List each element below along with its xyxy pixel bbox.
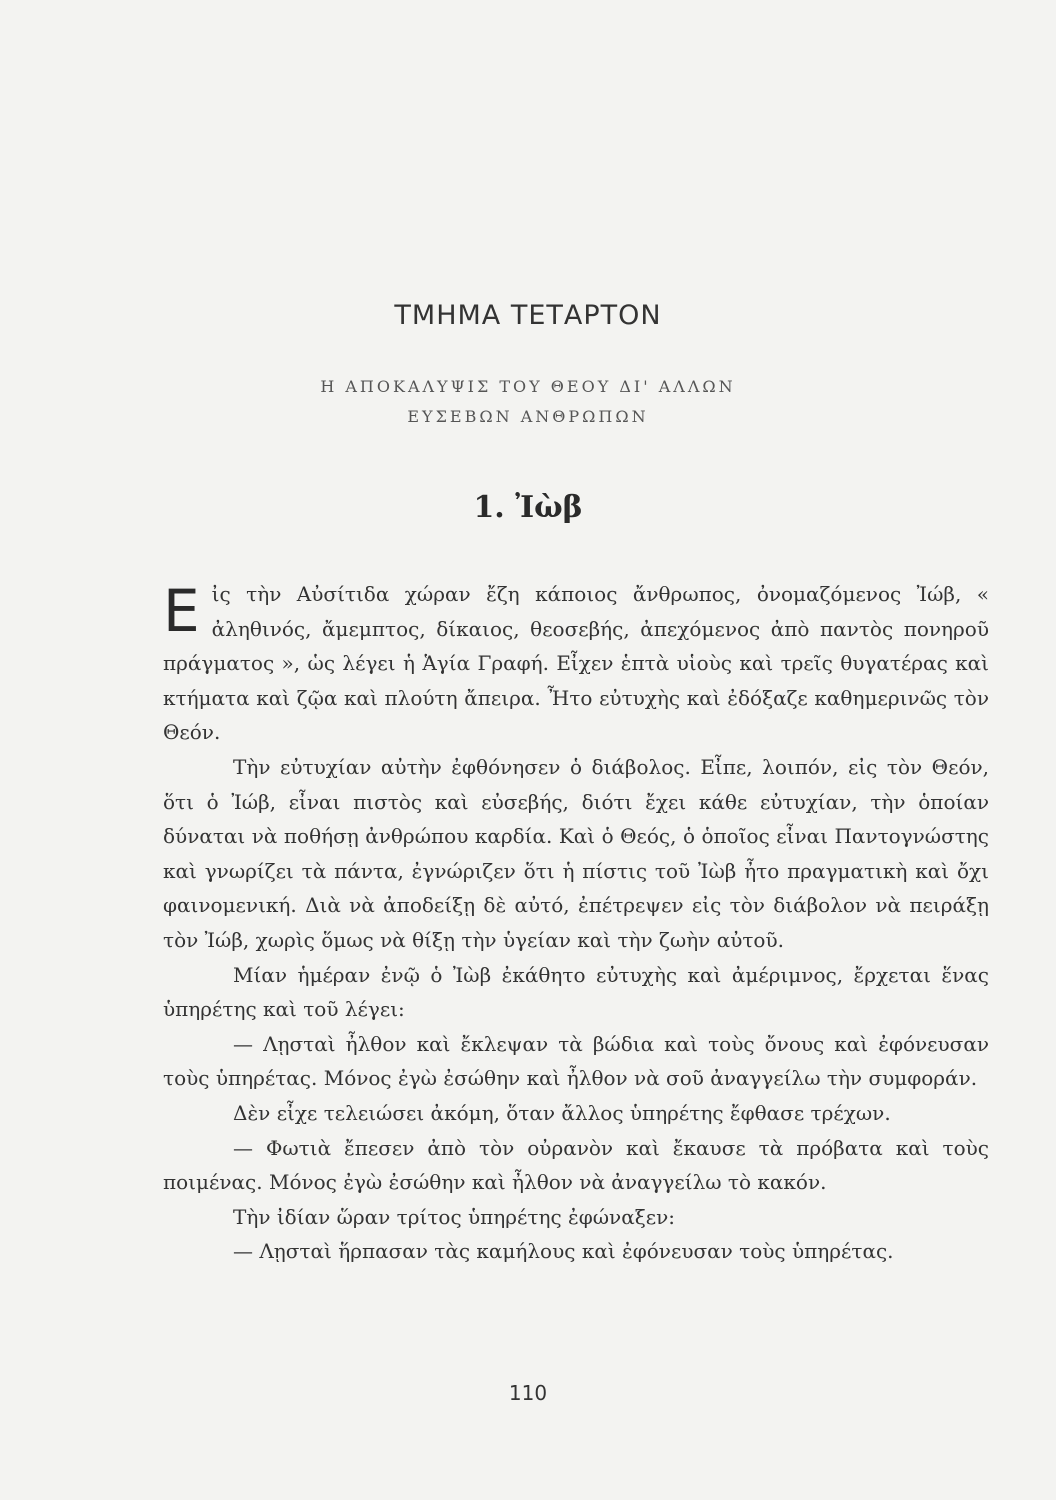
paragraph-7: Τὴν ἰδίαν ὥραν τρίτος ὑπηρέτης ἐφώναξεν:	[233, 1204, 675, 1229]
body-text	[163, 577, 989, 1269]
section-title: ΤΜΗΜΑ ΤΕΤΑΡΤΟΝ	[394, 300, 662, 331]
subtitle-line-2: ΕΥΣΕΒΩΝ ΑΝΘΡΩΠΩΝ	[407, 407, 649, 426]
paragraph-2: Τὴν εὐτυχίαν αὐτὴν ἐφθόνησεν ὁ διάβολος. Εἶπε, λοιπόν, εἰς τὸν Θεόν, ὅτι ὁ Ἰώβ, εἶναι πιστὸς καὶ εὐσεβής, διότι ἔχει κάθε εὐτυχίαν, τὴν ὁποίαν δύναται νὰ ποθήσῃ ἀνθρώπου καρδία. Καὶ ὁ Θεός, ὁ ὁποῖος εἶναι Παντογνώστης καὶ γνωρίζει τὰ πάντα, ἐγνώριζεν ὅτι ἡ πίστις τοῦ Ἰὼβ ἦτο πραγματικὴ καὶ ὄχι φαινομενική. Διὰ νὰ ἀποδείξῃ δὲ αὐτό, ἐπέτρεψεν εἰς τὸν διάβολον νὰ πειράξῃ τὸν Ἰώβ, χωρὶς ὅμως νὰ θίξῃ τὴν ὑγείαν καὶ τὴν ζωὴν αὐτοῦ.	[163, 754, 989, 952]
page-number: 110	[508, 1381, 548, 1405]
paragraph-6: — Φωτιὰ ἔπεσεν ἀπὸ τὸν οὐρανὸν καὶ ἔκαυσε τὰ πρόβατα καὶ τοὺς ποιμένας. Μόνος ἐγὼ ἐσώθην καὶ ἦλθον νὰ ἀναγγείλω τὸ κακόν.	[163, 1135, 989, 1195]
paragraph-1-text: ἰς τὴν Αὐσίτιδα χώραν ἔζη κάποιος ἄνθρωπος, ὀνομαζόμενος Ἰώβ, « ἀληθινός, ἄμεμπτος, δίκαιος, θεοσεβής, ἀπεχόμενος ἀπὸ παντὸς πονηροῦ πράγματος », ὡς λέγει ἡ Ἁγία Γραφή. Εἶχεν ἑπτὰ υἱοὺς καὶ τρεῖς θυγατέρας καὶ κτήματα καὶ ζῷα καὶ πλούτη ἄπειρα. Ἦτο εὐτυχὴς καὶ ἐδόξαζε καθημερινῶς τὸν Θεόν.	[163, 582, 989, 745]
paragraph-5: Δὲν εἶχε τελειώσει ἀκόμη, ὅταν ἄλλος ὑπηρέτης ἔφθασε τρέχων.	[233, 1100, 891, 1125]
paragraph-8: — Λῃσταὶ ἥρπασαν τὰς καμήλους καὶ ἐφόνευσαν τοὺς ὑπηρέτας.	[233, 1239, 894, 1264]
section-subtitle	[0, 372, 1056, 432]
subtitle-line-1: Η ΑΠΟΚΑΛΥΨΙΣ ΤΟΥ ΘΕΟΥ ΔΙ' ΑΛΛΩΝ	[320, 377, 736, 396]
paragraph-1	[163, 577, 989, 750]
paragraph-4: — Λῃσταὶ ἦλθον καὶ ἔκλεψαν τὰ βώδια καὶ τοὺς ὄνους καὶ ἐφόνευσαν τοὺς ὑπηρέτας. Μόνος ἐγὼ ἐσώθην καὶ ἦλθον νὰ σοῦ ἀναγγείλω τὴν συμφοράν.	[163, 1031, 989, 1091]
paragraph-3: Μίαν ἡμέραν ἐνῷ ὁ Ἰὼβ ἐκάθητο εὐτυχὴς καὶ ἀμέριμνος, ἔρχεται ἕνας ὑπηρέτης καὶ τοῦ λέγει:	[163, 962, 989, 1022]
chapter-title: 1. Ἰὼβ	[473, 490, 583, 525]
drop-cap: Ε	[163, 577, 200, 645]
